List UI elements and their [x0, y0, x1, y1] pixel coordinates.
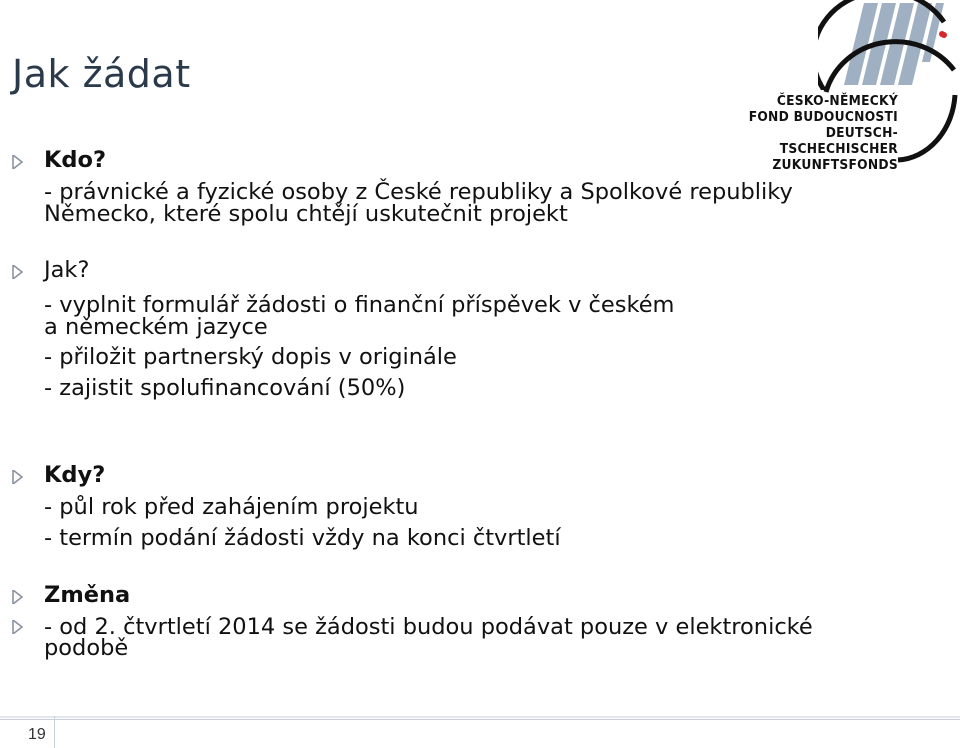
triangle-right-icon: [12, 470, 23, 484]
kdy-line-1: - půl rok před zahájením projektu: [44, 494, 419, 520]
footer-divider-inner: [0, 719, 960, 720]
jak-line-4: - zajistit spolufinancování (50%): [44, 375, 406, 401]
triangle-right-icon: [12, 620, 23, 634]
logo-line-3: DEUTSCH-TSCHECHISCHER: [779, 126, 898, 157]
logo-line-2: FOND BUDOUCNOSTI: [748, 110, 898, 125]
triangle-right-icon: [12, 155, 23, 169]
page-title: Jak žádat: [12, 52, 191, 96]
logo-line-4: ZUKUNFTSFONDS: [772, 158, 898, 173]
fund-logo: [708, 0, 960, 173]
triangle-right-icon: [12, 590, 23, 604]
triangle-right-icon: [12, 265, 23, 279]
page-number: 19: [28, 726, 46, 743]
zmena-line-2: podobě: [44, 635, 129, 661]
section-heading-jak: Jak?: [44, 257, 90, 283]
jak-line-3: - přiložit partnerský dopis v originále: [44, 344, 457, 370]
kdo-line-1: - právnické a fyzické osoby z České republiky a Spolkové republiky: [44, 179, 793, 205]
kdy-line-2: - termín podání žádosti vždy na konci čtvrtletí: [44, 525, 561, 551]
jak-line-1: - vyplnit formulář žádosti o finanční příspěvek v českém: [44, 292, 675, 318]
section-heading-kdy: Kdy?: [44, 462, 106, 488]
logo-line-1: ČESKO-NĚMECKÝ: [776, 94, 898, 109]
logo-text: [721, 94, 898, 174]
section-heading-zmena: Změna: [44, 582, 131, 608]
jak-line-2: a německém jazyce: [44, 314, 268, 340]
section-heading-kdo: Kdo?: [44, 147, 107, 173]
footer-divider: [0, 716, 960, 718]
kdo-line-2: Německo, které spolu chtějí uskutečnit projekt: [44, 201, 568, 227]
zmena-line-1: - od 2. čtvrtletí 2014 se žádosti budou podávat pouze v elektronické: [44, 614, 813, 640]
